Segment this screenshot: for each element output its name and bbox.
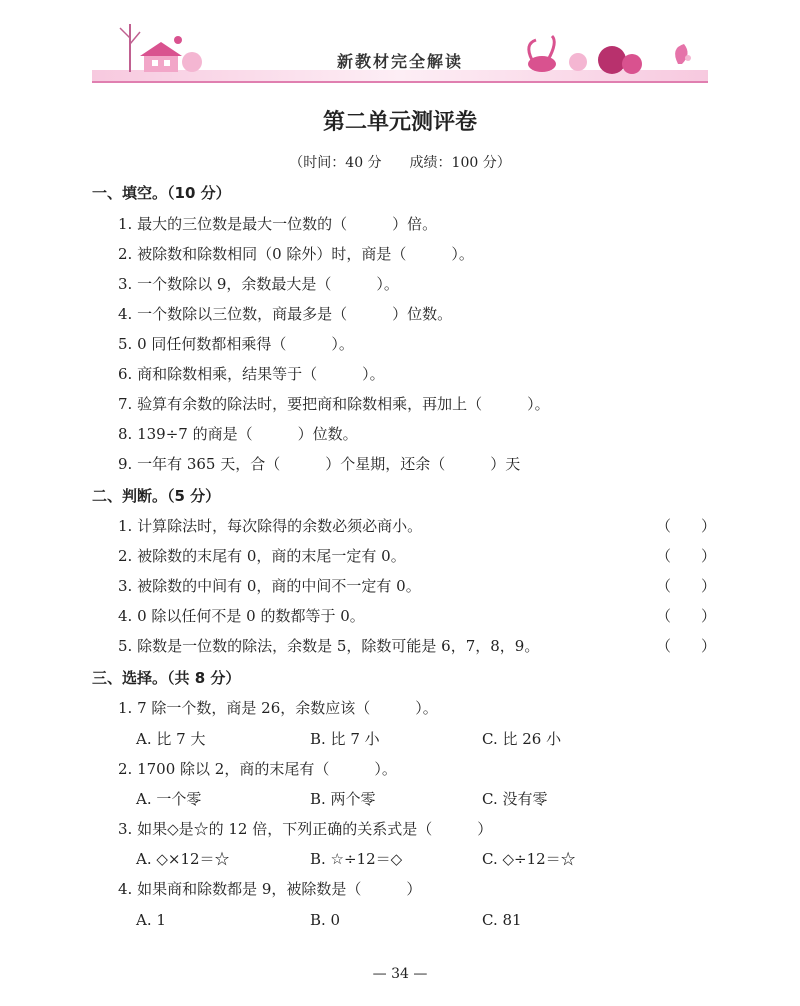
choice-option-c: C. ◇÷12＝☆: [482, 850, 576, 868]
choice-option-a: A. 一个零: [136, 790, 202, 808]
judge-item: 4. 0 除以任何不是 0 的数都等于 0。: [118, 607, 365, 625]
page-title: 第二单元测评卷: [322, 109, 477, 135]
answer-paren: （ ）: [656, 517, 717, 535]
answer-paren: （ ）: [656, 577, 717, 595]
choice-option-b: B. 两个零: [310, 790, 376, 808]
header-banner: [92, 14, 708, 86]
exam-info: （时间：40 分 成绩：100 分）: [289, 155, 511, 171]
section-heading-choice: 三、选择。（共 8 分）: [92, 669, 241, 687]
judge-item: 5. 除数是一位数的除法，余数是 5，除数可能是 6，7，8，9。: [118, 637, 540, 655]
question-item: 3. 一个数除以 9，余数最大是（ ）。: [118, 275, 399, 293]
choice-option-b: B. 0: [310, 911, 341, 929]
question-item: 7. 验算有余数的除法时，要把商和除数相乘，再加上（ ）。: [118, 395, 550, 413]
question-item: 2. 被除数和除数相同（0 除外）时，商是（ ）。: [118, 245, 474, 263]
page-number: — 34 —: [372, 966, 428, 982]
choice-question: 1. 7 除一个数，商是 26，余数应该（ ）。: [118, 699, 438, 717]
judge-item: 1. 计算除法时，每次除得的余数必须必商小。: [118, 517, 423, 535]
choice-option-c: C. 81: [482, 911, 522, 929]
answer-paren: （ ）: [656, 547, 717, 565]
choice-option-a: A. 1: [136, 911, 166, 929]
choice-question: 4. 如果商和除数都是 9，被除数是（ ）: [118, 880, 422, 898]
choice-question: 3. 如果◇是☆的 12 倍，下列正确的关系式是（ ）: [118, 820, 493, 838]
question-item: 6. 商和除数相乘，结果等于（ ）。: [118, 365, 385, 383]
question-item: 9. 一年有 365 天，合（ ）个星期，还余（ ）天: [118, 455, 521, 473]
question-item: 1. 最大的三位数是最大一位数的（ ）倍。: [118, 215, 438, 233]
choice-option-c: C. 没有零: [482, 790, 548, 808]
answer-paren: （ ）: [656, 607, 717, 625]
answer-paren: （ ）: [656, 637, 717, 655]
section-heading-judge: 二、判断。（5 分）: [92, 487, 221, 505]
banner-title: 新教材完全解读: [336, 52, 463, 71]
choice-option-b: B. ☆÷12＝◇: [310, 850, 403, 868]
choice-option-c: C. 比 26 小: [482, 730, 562, 748]
question-item: 8. 139÷7 的商是（ ）位数。: [118, 425, 358, 443]
choice-option-a: A. 比 7 大: [136, 730, 206, 748]
judge-item: 2. 被除数的末尾有 0，商的末尾一定有 0。: [118, 547, 406, 565]
section-heading-fill-blank: 一、填空。（10 分）: [92, 184, 231, 202]
choice-option-a: A. ◇×12＝☆: [136, 850, 230, 868]
question-item: 4. 一个数除以三位数，商最多是（ ）位数。: [118, 305, 453, 323]
judge-item: 3. 被除数的中间有 0，商的中间不一定有 0。: [118, 577, 421, 595]
choice-question: 2. 1700 除以 2，商的末尾有（ ）。: [118, 760, 397, 778]
question-item: 5. 0 同任何数都相乘得（ ）。: [118, 335, 354, 353]
choice-option-b: B. 比 7 小: [310, 730, 380, 748]
